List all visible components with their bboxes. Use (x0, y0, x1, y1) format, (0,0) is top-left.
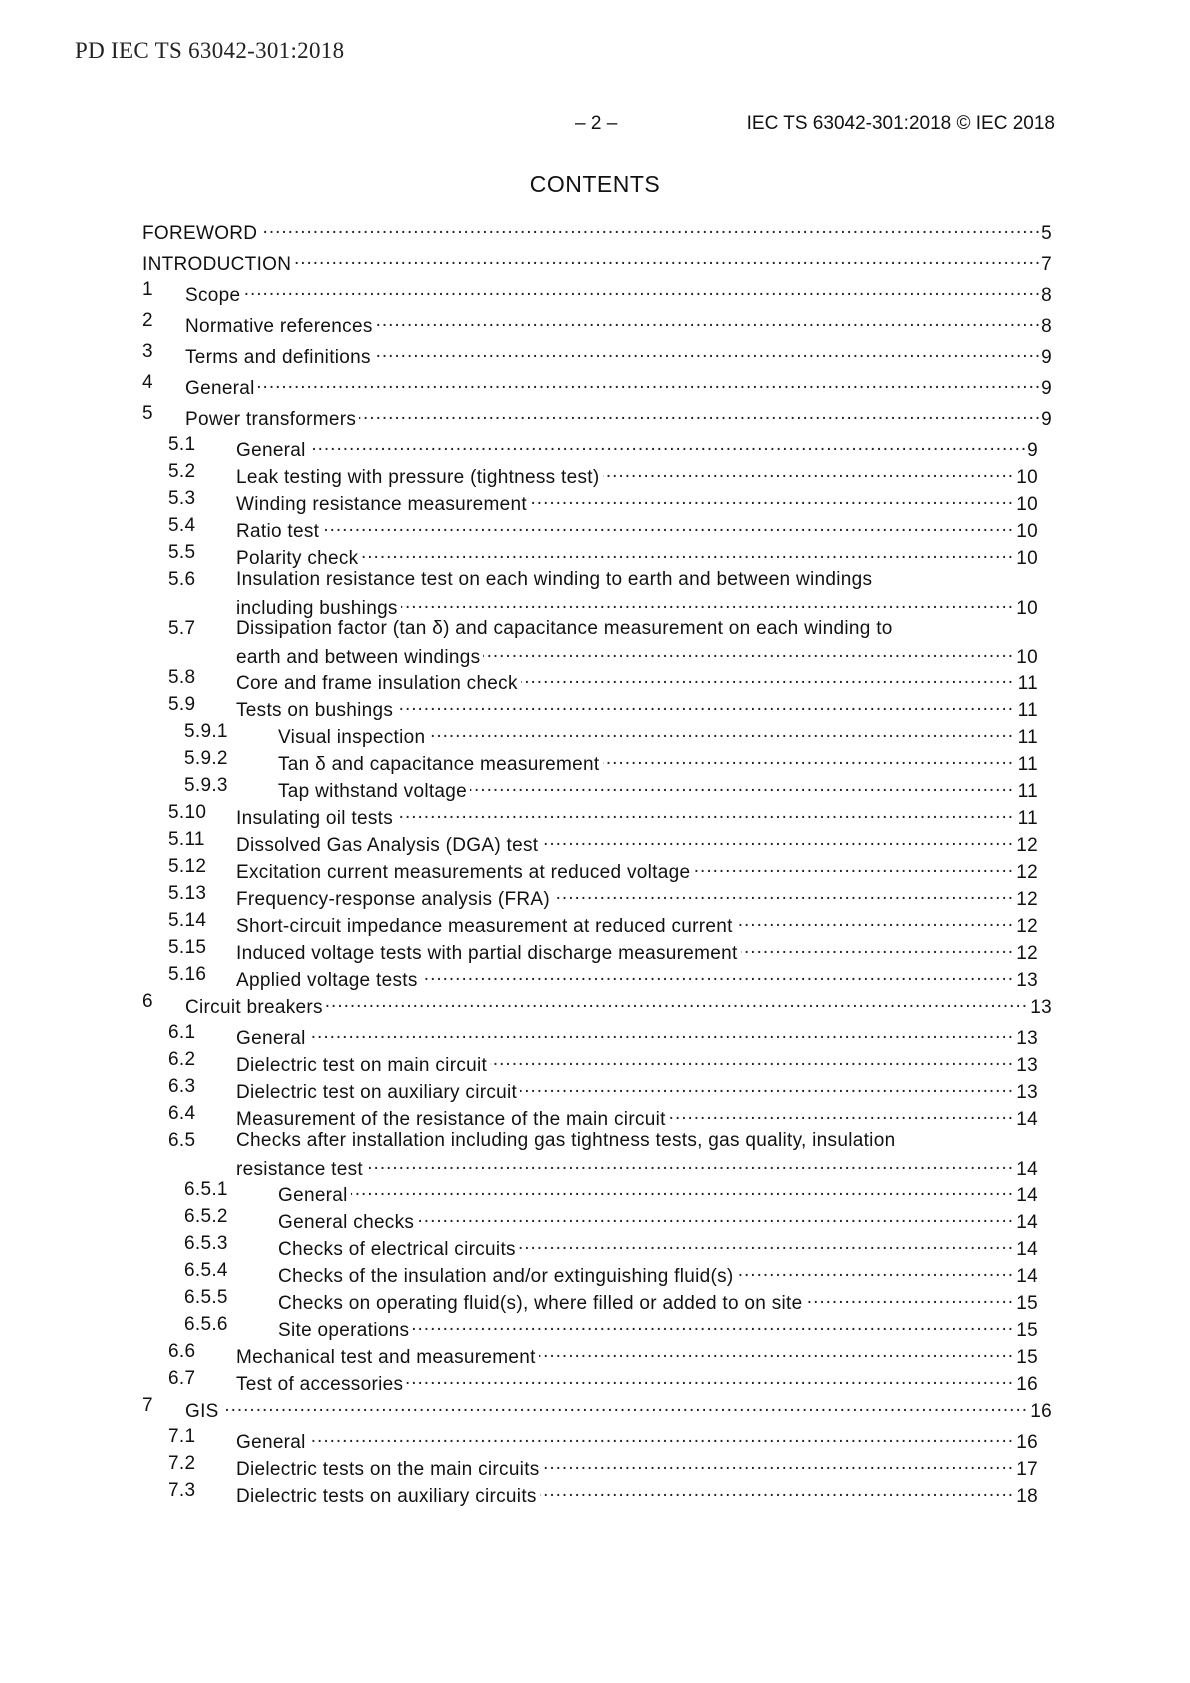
toc-entry[interactable] (142, 1102, 1038, 1131)
contents-title: CONTENTS (529, 171, 661, 197)
dot-leader (309, 1425, 1014, 1448)
toc-entry-page: 16 (1016, 1374, 1038, 1395)
toc-entry-page: 10 (1016, 467, 1038, 488)
toc-entry-number: 6.4 (168, 1103, 196, 1124)
toc-entry-number: 5 (142, 403, 153, 424)
toc-entry-title: Dielectric test on auxiliary circuit (236, 1082, 518, 1103)
dot-leader (540, 1479, 1014, 1502)
dot-leader (258, 371, 1041, 394)
toc-entry-page: 14 (1016, 1109, 1038, 1130)
toc-entry-page: 8 (1041, 285, 1052, 306)
toc-entry-title: Checks of electrical circuits (278, 1239, 516, 1260)
toc-entry[interactable] (142, 460, 1038, 489)
toc-entry[interactable] (142, 541, 1038, 570)
toc-entry-page: 14 (1016, 1239, 1038, 1260)
toc-entry-title: Visual inspection (278, 727, 426, 748)
dot-leader (421, 963, 1014, 986)
toc-entry-number: 7 (142, 1395, 153, 1416)
toc-entry-page: 15 (1016, 1293, 1038, 1314)
toc-entry[interactable] (142, 882, 1038, 911)
dot-leader (520, 1075, 1014, 1098)
toc-entry[interactable] (142, 1479, 1038, 1508)
toc-entry[interactable] (142, 514, 1038, 543)
dot-leader (519, 1232, 1014, 1255)
toc-entry-page: 14 (1016, 1159, 1038, 1180)
toc-entry-number: 2 (142, 310, 153, 331)
dot-leader (428, 720, 1014, 743)
dot-leader (260, 216, 1041, 239)
toc-entry[interactable] (142, 801, 1038, 830)
dot-leader (374, 340, 1041, 363)
toc-entry-number: 6.6 (168, 1341, 196, 1362)
toc-entry-title: including bushings (236, 598, 398, 619)
toc-entry[interactable] (142, 487, 1038, 516)
toc-entry-title: Test of accessories (236, 1374, 404, 1395)
toc-entry-page: 12 (1016, 835, 1038, 856)
toc-entry[interactable] (142, 433, 1038, 462)
toc-entry-title: Polarity check (236, 548, 359, 569)
dot-leader (741, 936, 1014, 959)
toc-entry-title-line1: Checks after installation including gas tightness tests, gas quality, insulation (236, 1130, 896, 1151)
toc-entry-title: General (236, 1432, 306, 1453)
toc-entry-page: 14 (1016, 1185, 1038, 1206)
toc-entry-page: 15 (1016, 1347, 1038, 1368)
toc-entry-number: 5.6 (168, 569, 196, 590)
toc-entry-title: Dissolved Gas Analysis (DGA) test (236, 835, 539, 856)
toc-entry-page: 12 (1016, 862, 1038, 883)
toc-entry[interactable] (142, 909, 1038, 938)
toc-entry-number: 7.2 (168, 1453, 196, 1474)
dot-leader (693, 855, 1014, 878)
dot-leader (530, 487, 1014, 510)
toc-entry-page: 14 (1016, 1212, 1038, 1233)
dot-leader (553, 882, 1014, 905)
dot-leader (396, 801, 1014, 824)
dot-leader (401, 591, 1014, 614)
toc-entry-number: 5.9.1 (184, 721, 228, 742)
dot-leader (669, 1102, 1014, 1125)
dot-leader (541, 828, 1014, 851)
toc-entry-number: 6.5.2 (184, 1206, 228, 1227)
toc-entry-title: Site operations (278, 1320, 410, 1341)
toc-entry-page: 13 (1030, 997, 1052, 1018)
toc-entry[interactable] (142, 402, 1052, 431)
dot-leader (806, 1286, 1015, 1309)
toc-entry-number: 4 (142, 372, 153, 393)
page-header (0, 113, 1190, 141)
toc-entry-page: 5 (1041, 223, 1052, 244)
toc-entry-number: 5.10 (168, 802, 207, 823)
toc-entry-number: 3 (142, 341, 153, 362)
toc-entry-page: 10 (1016, 647, 1038, 668)
toc-entry-title: Ratio test (236, 521, 320, 542)
toc-entry-title: FOREWORD (142, 223, 258, 244)
toc-entry-page: 9 (1041, 378, 1052, 399)
toc-entry-number: 5.9.3 (184, 775, 228, 796)
dot-leader (736, 909, 1014, 932)
dot-leader (406, 1367, 1014, 1390)
toc-entry-title: Leak testing with pressure (tightness test) (236, 467, 600, 488)
toc-entry[interactable] (142, 1178, 1038, 1207)
toc-entry-title: Excitation current measurements at reduced voltage (236, 862, 691, 883)
toc-entry[interactable] (142, 720, 1038, 749)
toc-entry-number: 5.7 (168, 618, 196, 639)
toc-entry-title-line1: Dissipation factor (tan δ) and capacitance measurement on each winding to (236, 618, 893, 639)
toc-entry-title: Tan δ and capacitance measurement (278, 754, 600, 775)
toc-entry[interactable] (142, 1313, 1038, 1342)
toc-entry-title: resistance test (236, 1159, 363, 1180)
dot-leader (603, 747, 1015, 770)
toc-entry-page: 13 (1016, 970, 1038, 991)
toc-entry-title: Normative references (185, 316, 373, 337)
toc-entry-number: 5.15 (168, 937, 207, 958)
toc-entry[interactable] (142, 1205, 1038, 1234)
toc-entry[interactable] (142, 1232, 1038, 1261)
toc-entry-page: 13 (1016, 1055, 1038, 1076)
toc-entry-page: 12 (1016, 889, 1038, 910)
toc-entry[interactable] (142, 340, 1052, 369)
toc-entry-number: 6.2 (168, 1049, 196, 1070)
toc-entry[interactable] (142, 1286, 1038, 1315)
toc-entry-title: Insulating oil tests (236, 808, 394, 829)
toc-entry-title: Induced voltage tests with partial discharge measurement (236, 943, 738, 964)
toc-entry-page: 10 (1016, 598, 1038, 619)
toc-entry-title: Power transformers (185, 409, 357, 430)
toc-entry-page: 9 (1027, 440, 1038, 461)
toc-entry-title: General (185, 378, 255, 399)
toc-entry-title: GIS (185, 1401, 219, 1422)
page-number: – 2 – (575, 113, 618, 134)
toc-entry-title: Checks on operating fluid(s), where filled or added to on site (278, 1293, 803, 1314)
toc-entry-number: 6.5.5 (184, 1287, 228, 1308)
toc-entry-page: 11 (1017, 781, 1038, 802)
toc-entry-title: Core and frame insulation check (236, 673, 518, 694)
toc-entry-page: 15 (1016, 1320, 1038, 1341)
toc-entry[interactable] (142, 963, 1038, 992)
toc-entry-title: General (278, 1185, 348, 1206)
toc-entry[interactable] (142, 990, 1052, 1019)
toc-entry-number: 5.5 (168, 542, 196, 563)
toc-entry-number: 6.5.4 (184, 1260, 228, 1281)
toc-entry-page: 11 (1017, 808, 1038, 829)
toc-entry-number: 5.4 (168, 515, 196, 536)
toc-entry[interactable] (142, 936, 1038, 965)
toc-entry-number: 5.9.2 (184, 748, 228, 769)
dot-leader (417, 1205, 1014, 1228)
dot-leader (322, 514, 1014, 537)
toc-entry-number: 5.11 (168, 829, 205, 850)
dot-leader (412, 1313, 1014, 1336)
dot-leader (539, 1340, 1014, 1363)
toc-entry[interactable] (142, 278, 1052, 307)
toc-entry[interactable] (142, 1021, 1038, 1050)
toc-entry-number: 5.8 (168, 667, 196, 688)
toc-entry-number: 6.1 (168, 1022, 196, 1043)
toc-entry-title: Winding resistance measurement (236, 494, 527, 515)
toc-entry[interactable] (142, 1452, 1038, 1481)
toc-entry[interactable] (142, 1075, 1038, 1104)
toc-entry[interactable] (142, 774, 1038, 803)
document-id: PD IEC TS 63042-301:2018 (75, 38, 345, 63)
toc-entry-page: 11 (1017, 673, 1038, 694)
toc-entry-page: 12 (1016, 916, 1038, 937)
toc-entry[interactable] (142, 1048, 1038, 1077)
toc-entry-title: earth and between windings (236, 647, 481, 668)
dot-leader (470, 774, 1014, 797)
toc-entry-title: Tap withstand voltage (278, 781, 468, 802)
toc-entry-page: 18 (1016, 1486, 1038, 1507)
dot-leader (309, 1021, 1014, 1044)
toc-entry-page: 13 (1016, 1082, 1038, 1103)
toc-entry-page: 9 (1041, 409, 1052, 430)
dot-leader (361, 541, 1014, 564)
toc-entry-page: 11 (1017, 727, 1038, 748)
toc-entry-number: 7.1 (168, 1426, 196, 1447)
toc-entry-title: Dielectric tests on auxiliary circuits (236, 1486, 537, 1507)
dot-leader (294, 247, 1041, 270)
toc-entry[interactable] (142, 1259, 1038, 1288)
toc-entry[interactable] (142, 309, 1052, 338)
dot-leader (737, 1259, 1014, 1282)
toc-entry-title: Dielectric tests on the main circuits (236, 1459, 540, 1480)
toc-entry-number: 5.16 (168, 964, 207, 985)
toc-entry-title: INTRODUCTION (142, 254, 292, 275)
toc-entry-number: 5.2 (168, 461, 196, 482)
dot-leader (366, 1152, 1014, 1175)
toc-entry-title: General (236, 1028, 306, 1049)
toc-entry[interactable] (142, 1340, 1038, 1369)
toc-entry[interactable] (142, 1367, 1038, 1396)
toc-entry-title: Circuit breakers (185, 997, 323, 1018)
toc-entry-number: 7.3 (168, 1480, 196, 1501)
dot-leader (359, 402, 1041, 425)
dot-leader (376, 309, 1042, 332)
toc-entry-page: 10 (1016, 521, 1038, 542)
toc-entry[interactable] (142, 747, 1038, 776)
toc-entry[interactable] (142, 1425, 1038, 1454)
dot-leader (396, 693, 1014, 716)
toc-entry-page: 14 (1016, 1266, 1038, 1287)
toc-entry-page: 11 (1017, 700, 1038, 721)
toc-entry[interactable] (142, 568, 1038, 620)
toc-entry-page: 12 (1016, 943, 1038, 964)
standard-reference: IEC TS 63042-301:2018 © IEC 2018 (746, 113, 1055, 134)
toc-entry-title: General checks (278, 1212, 415, 1233)
toc-entry-number: 5.14 (168, 910, 207, 931)
toc-entry[interactable] (142, 247, 1052, 276)
dot-leader (543, 1452, 1014, 1475)
toc-entry-title: Terms and definitions (185, 347, 371, 368)
toc-entry[interactable] (142, 1394, 1052, 1423)
toc-entry-page: 10 (1016, 494, 1038, 515)
toc-entry-number: 6 (142, 991, 153, 1012)
toc-entry[interactable] (142, 1129, 1038, 1181)
toc-entry[interactable] (142, 666, 1038, 695)
toc-entry-title: Mechanical test and measurement (236, 1347, 536, 1368)
toc-entry-number: 6.5 (168, 1130, 196, 1151)
toc-entry-page: 16 (1030, 1401, 1052, 1422)
toc-entry-number: 6.5.3 (184, 1233, 228, 1254)
toc-entry-title: Checks of the insulation and/or extinguishing fluid(s) (278, 1266, 734, 1287)
toc-entry-title: Measurement of the resistance of the main circuit (236, 1109, 666, 1130)
toc-entry[interactable] (142, 828, 1038, 857)
toc-entry-number: 6.5.6 (184, 1314, 228, 1335)
toc-entry-page: 17 (1016, 1459, 1038, 1480)
toc-entry[interactable] (142, 216, 1052, 245)
toc-entry-page: 13 (1016, 1028, 1038, 1049)
dot-leader (603, 460, 1014, 483)
dot-leader (483, 640, 1014, 663)
dot-leader (326, 990, 1028, 1013)
toc-entry-number: 5.3 (168, 488, 196, 509)
toc-entry-title: Dielectric test on main circuit (236, 1055, 488, 1076)
toc-entry-number: 5.9 (168, 694, 196, 715)
toc-entry-title: Short-circuit impedance measurement at reduced current (236, 916, 733, 937)
toc-entry-number: 6.7 (168, 1368, 196, 1389)
toc-entry[interactable] (142, 693, 1038, 722)
toc-entry[interactable] (142, 855, 1038, 884)
toc-entry-number: 5.12 (168, 856, 207, 877)
toc-entry[interactable] (142, 617, 1038, 669)
toc-entry-title: Applied voltage tests (236, 970, 418, 991)
toc-entry-number: 6.3 (168, 1076, 196, 1097)
toc-entry-number: 1 (142, 279, 153, 300)
toc-entry-title: Tests on bushings (236, 700, 394, 721)
toc-entry-title: Scope (185, 285, 241, 306)
toc-entry-title: Frequency-response analysis (FRA) (236, 889, 551, 910)
dot-leader (490, 1048, 1014, 1071)
toc-entry-page: 10 (1016, 548, 1038, 569)
toc-entry-number: 6.5.1 (184, 1179, 228, 1200)
dot-leader (521, 666, 1014, 689)
toc-entry-title-line1: Insulation resistance test on each winding to earth and between windings (236, 569, 873, 590)
dot-leader (309, 433, 1027, 456)
toc-entry-page: 9 (1041, 347, 1052, 368)
toc-entry-title: General (236, 440, 306, 461)
toc-entry-number: 5.1 (168, 434, 196, 455)
toc-entry-page: 8 (1041, 316, 1052, 337)
dot-leader (243, 278, 1041, 301)
toc-entry-page: 7 (1041, 254, 1052, 275)
dot-leader (351, 1178, 1014, 1201)
toc-entry[interactable] (142, 371, 1052, 400)
dot-leader (222, 1394, 1028, 1417)
toc-entry-page: 16 (1016, 1432, 1038, 1453)
toc-entry-page: 11 (1017, 754, 1038, 775)
toc-entry-number: 5.13 (168, 883, 207, 904)
